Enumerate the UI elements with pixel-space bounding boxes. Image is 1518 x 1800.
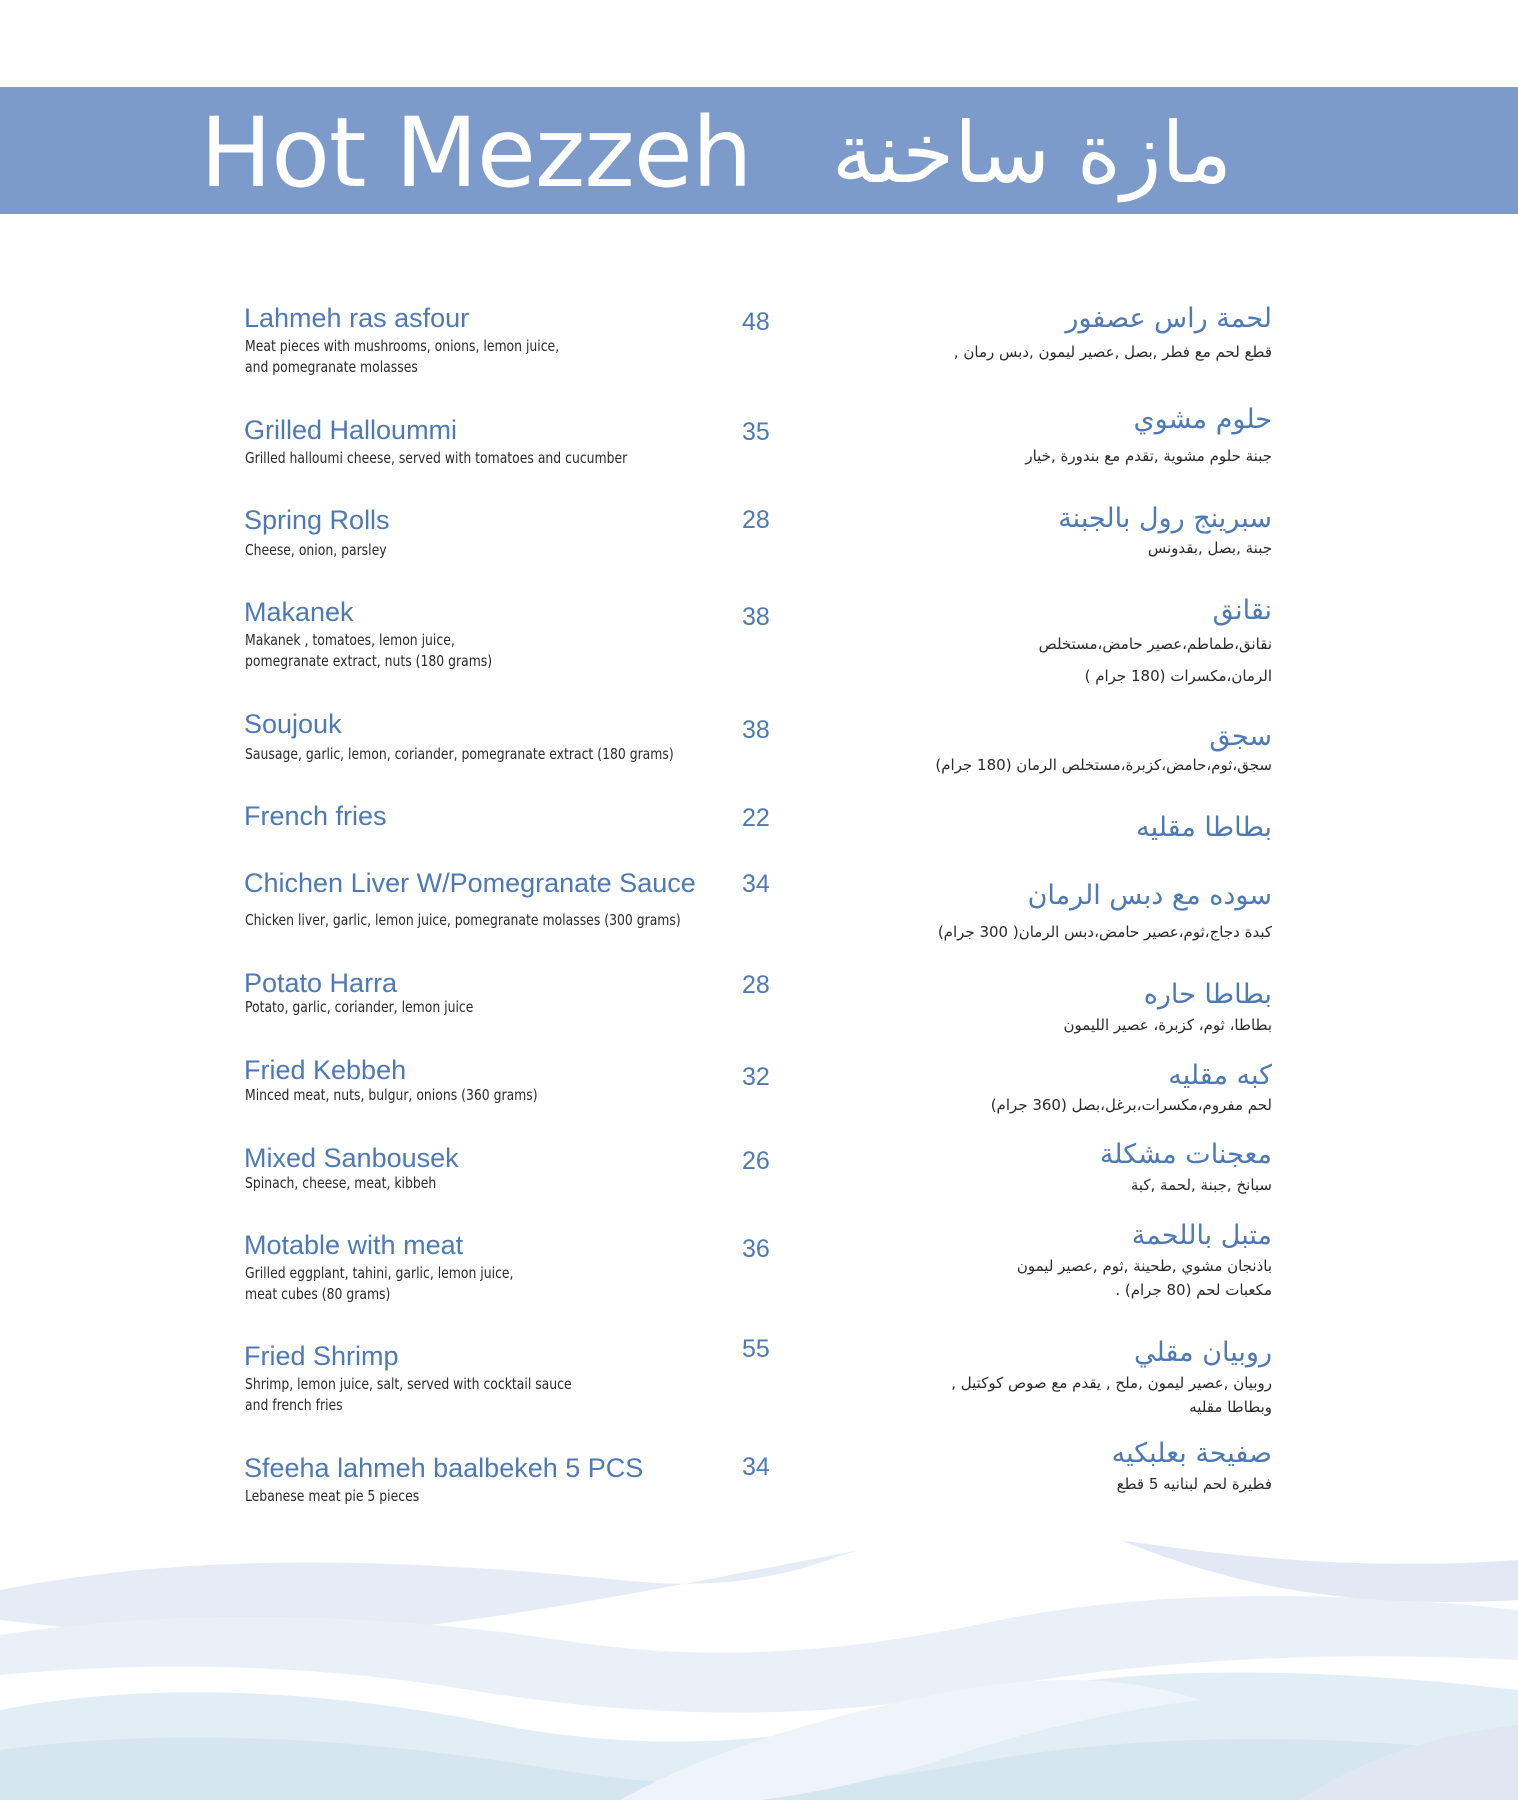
item-name-ar: روبيان مقلي — [1134, 1337, 1272, 1368]
item-price: 28 — [742, 506, 770, 534]
item-name-en: Makanek — [244, 597, 354, 627]
item-name-en: Sfeeha lahmeh baalbekeh 5 PCS — [244, 1453, 644, 1483]
item-name-en: French fries — [244, 801, 387, 831]
item-name-ar: بطاطا مقليه — [1136, 812, 1272, 843]
item-name-en: Potato Harra — [244, 968, 398, 998]
item-price: 48 — [742, 308, 770, 336]
item-name-en: Mixed Sanbousek — [244, 1143, 459, 1173]
item-name-ar: معجنات مشكلة — [1099, 1139, 1272, 1170]
item-price: 35 — [742, 418, 770, 446]
item-name-ar: حلوم مشوي — [1133, 404, 1272, 435]
item-price: 22 — [742, 804, 770, 832]
item-name-en: Motable with meat — [244, 1230, 464, 1260]
item-price: 26 — [742, 1147, 770, 1175]
item-desc-en: Minced meat, nuts, bulgur, onions (360 grams) — [245, 1086, 538, 1104]
item-name-ar: سوده مع دبس الرمان — [1027, 880, 1272, 911]
item-name-ar: كبه مقليه — [1168, 1060, 1272, 1091]
item-price: 38 — [742, 716, 770, 744]
item-name-ar: سجق — [1209, 721, 1272, 752]
item-desc-ar: باذنجان مشوي ,طحينة ,ثوم ,عصير ليمون مكعبات لحم (80 جرام) . — [1016, 1257, 1272, 1299]
wave-decoration — [0, 1540, 1518, 1800]
item-name-en: Chichen Liver W/Pomegranate Sauce — [244, 868, 696, 898]
item-name-en: Soujouk — [244, 709, 342, 739]
item-desc-ar: روبيان ,عصير ليمون ,ملح , يقدم مع صوص كوكتيل , وبطاطا مقليه — [951, 1374, 1272, 1416]
item-desc-en: Spinach, cheese, meat, kibbeh — [245, 1174, 437, 1192]
item-desc-en: Grilled eggplant, tahini, garlic, lemon juice, meat cubes (80 grams) — [245, 1264, 514, 1303]
item-price: 55 — [742, 1335, 770, 1363]
item-desc-en: Meat pieces with mushrooms, onions, lemon juice, and pomegranate molasses — [245, 337, 560, 376]
item-price: 36 — [742, 1235, 770, 1263]
item-desc-en: Cheese, onion, parsley — [245, 541, 387, 559]
item-desc-ar: قطع لحم مع فطر ,بصل ,عصير ليمون ,دبس رمان , — [953, 343, 1272, 361]
item-name-en: Grilled Halloummi — [244, 415, 458, 445]
item-desc-ar: جبنة ,بصل ,بقدونس — [1147, 539, 1272, 557]
item-desc-ar: سبانخ ,جبنة ,لحمة ,كبة — [1130, 1176, 1272, 1194]
item-desc-en: Chicken liver, garlic, lemon juice, pomegranate molasses (300 grams) — [245, 911, 681, 929]
item-name-ar: نقانق — [1212, 595, 1272, 626]
wave-band — [1120, 1540, 1518, 1602]
page-title-en: Hot Mezzeh — [200, 97, 752, 209]
item-desc-ar: بطاطا، ثوم، كزبرة، عصير الليمون — [1063, 1016, 1272, 1034]
item-desc-en: Shrimp, lemon juice, salt, served with cocktail sauce and french fries — [245, 1375, 572, 1414]
item-desc-en: Potato, garlic, coriander, lemon juice — [245, 998, 474, 1016]
item-price: 28 — [742, 971, 770, 999]
item-desc-en: Makanek , tomatoes, lemon juice, pomegranate extract, nuts (180 grams) — [245, 631, 493, 670]
item-desc-en: Sausage, garlic, lemon, coriander, pomegranate extract (180 grams) — [245, 745, 674, 763]
item-desc-ar: نقانق،طماطم،عصير حامض،مستخلص الرمان،مكسرات (180 جرام ) — [1038, 635, 1272, 685]
item-desc-ar: كبدة دجاج،ثوم،عصير حامض،دبس الرمان( 300 جرام) — [937, 923, 1272, 941]
item-name-ar: سبرينج رول بالجبنة — [1058, 503, 1272, 534]
page-title-ar: مازة ساخنة — [831, 104, 1232, 202]
item-price: 32 — [742, 1063, 770, 1091]
item-price: 38 — [742, 603, 770, 631]
item-desc-en: Grilled halloumi cheese, served with tomatoes and cucumber — [245, 449, 628, 467]
item-name-ar: لحمة راس عصفور — [1065, 303, 1272, 334]
item-name-ar: متبل باللحمة — [1131, 1220, 1272, 1251]
item-desc-ar: سجق،ثوم،حامض،كزبرة،مستخلص الرمان (180 جرام) — [935, 756, 1272, 774]
item-name-en: Fried Shrimp — [244, 1341, 399, 1371]
item-desc-ar: فطيرة لحم لبنانيه 5 قطع — [1116, 1475, 1272, 1493]
item-desc-en: Lebanese meat pie 5 pieces — [245, 1487, 420, 1505]
item-desc-ar: جبنة حلوم مشوية ,تقدم مع بندورة ,خيار — [1025, 447, 1272, 465]
item-name-en: Fried Kebbeh — [244, 1055, 407, 1085]
item-name-ar: صفيحة بعلبكيه — [1111, 1438, 1272, 1469]
item-name-ar: بطاطا حاره — [1143, 979, 1272, 1010]
item-price: 34 — [742, 870, 770, 898]
item-price: 34 — [742, 1453, 770, 1481]
item-desc-ar: لحم مفروم،مكسرات،برغل،بصل (360 جرام) — [990, 1096, 1272, 1114]
item-name-en: Spring Rolls — [244, 505, 390, 535]
item-name-en: Lahmeh ras asfour — [244, 303, 470, 333]
